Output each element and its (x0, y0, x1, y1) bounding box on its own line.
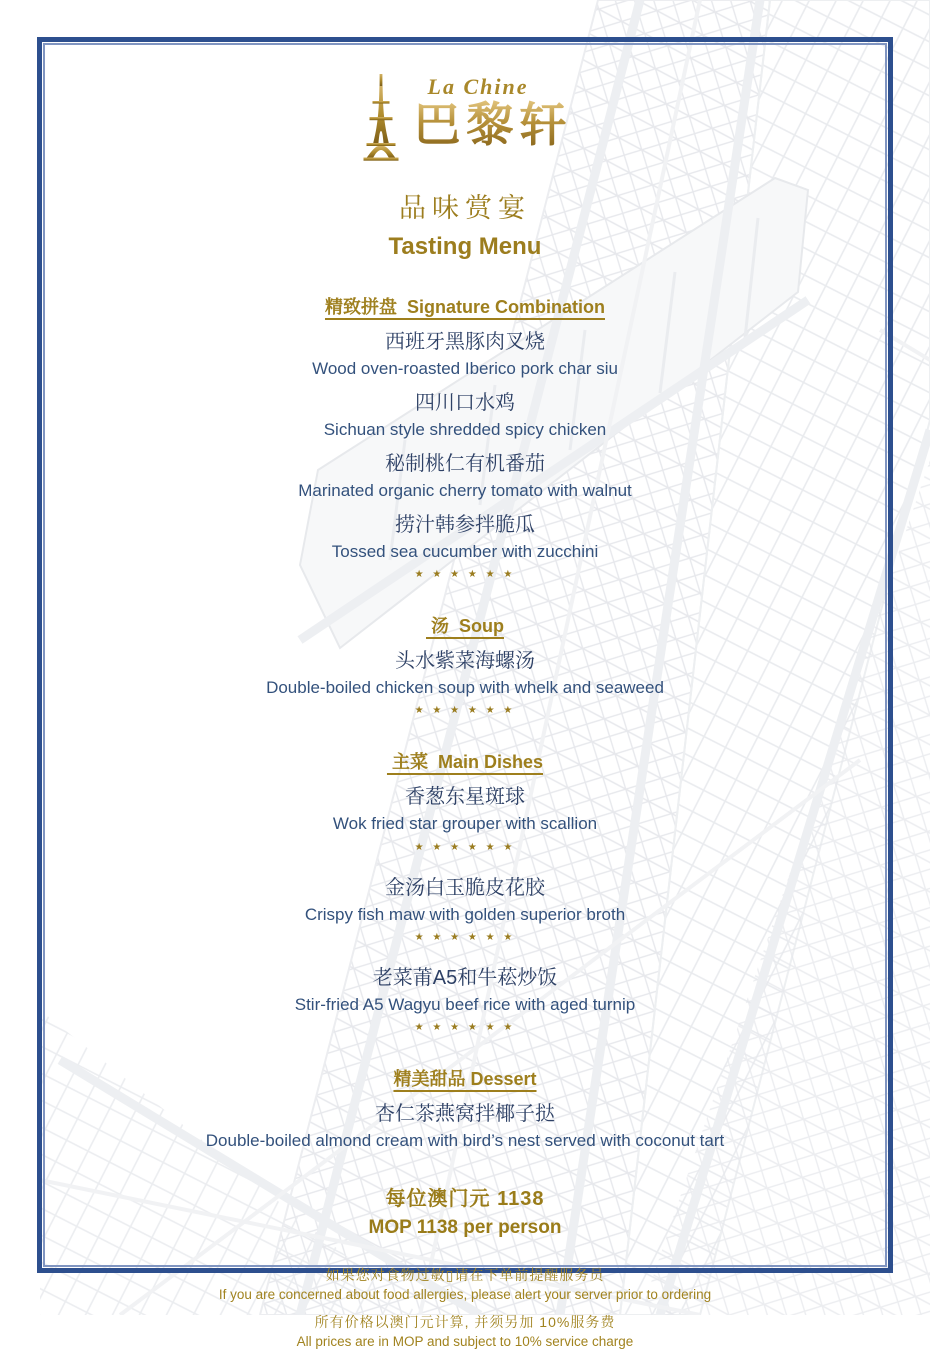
section-heading: 主菜 Main Dishes (386, 752, 544, 773)
price-english: MOP 1138 per person (368, 1216, 562, 1238)
stars-separator: ★ ★ ★ ★ ★ ★ (414, 841, 516, 853)
dish-name-en: Marinated organic cherry tomato with walnut (298, 481, 632, 501)
section-heading: 精致拼盘 Signature Combination (324, 297, 605, 317)
price-block (60, 1182, 870, 1239)
dish (60, 784, 870, 835)
dish-name-en: Wok fried star grouper with scallion (332, 814, 598, 834)
dish-name-en: Double-boiled chicken soup with whelk and seaweed (266, 678, 664, 698)
allergy-note-zh: 如果您对食物过敏▯请在下单前提醒服务员 (325, 1266, 605, 1283)
section-heading: 精美甜品 Dessert (393, 1068, 537, 1089)
dish-name-zh: 头水紫菜海螺汤 (395, 650, 535, 673)
dish (60, 512, 870, 563)
dish-name-en: Crispy fish maw with golden superior broth (304, 904, 626, 924)
dish (60, 875, 870, 926)
dish-name-zh: 香葱东星斑球 (405, 786, 525, 809)
section-signature-combination (60, 293, 870, 580)
stars-separator: ★ ★ ★ ★ ★ ★ (414, 1021, 516, 1033)
footer-notes (60, 1265, 870, 1349)
stars-separator: ★ ★ ★ ★ ★ ★ (414, 705, 516, 717)
stars-separator: ★ ★ ★ ★ ★ ★ (414, 569, 516, 581)
dish (60, 451, 870, 502)
dish-name-zh: 金汤白玉脆皮花胶 (385, 876, 545, 899)
eiffel-tower-icon (358, 74, 404, 162)
price-chinese: 每位澳门元 1138 (385, 1187, 545, 1210)
dish-name-en: Tossed sea cucumber with zucchini (331, 542, 599, 562)
dish (60, 648, 870, 699)
dish-name-en: Wood oven-roasted Iberico pork char siu (312, 359, 618, 378)
dish-name-zh: 杏仁茶燕窝拌椰子挞 (375, 1102, 555, 1125)
section-main-dishes (60, 748, 870, 1032)
dish-name-zh: 捞汁韩参拌脆瓜 (395, 514, 535, 537)
dish-name-en: Stir-fried A5 Wagyu beef rice with aged turnip (294, 994, 636, 1014)
dish-name-zh: 老菜莆A5和牛菘炒饭 (372, 966, 558, 989)
brand-name-english: La Chine (427, 74, 529, 99)
menu-title-english: Tasting Menu (388, 233, 542, 260)
dish (60, 329, 870, 380)
dish (60, 1101, 870, 1152)
section-heading: 汤 Soup (426, 616, 504, 637)
dish-name-en: Sichuan style shredded spicy chicken (323, 420, 607, 440)
section-dessert (60, 1065, 870, 1152)
stars-separator: ★ ★ ★ ★ ★ ★ (414, 931, 516, 943)
dish-name-zh: 四川口水鸡 (415, 392, 515, 415)
service-charge-note-zh: 所有价格以澳门元计算, 并须另加 10%服务费 (314, 1313, 616, 1330)
allergy-note-en: If you are concerned about food allergies, please alert your server prior to ordering (218, 1286, 712, 1302)
dish-name-zh: 西班牙黑豚肉叉烧 (385, 331, 545, 353)
dish-name-en: Double-boiled almond cream with bird’s nest served with coconut tart (205, 1130, 725, 1150)
brand-name-chinese: 巴黎轩 (413, 98, 573, 151)
service-charge-note-en: All prices are in MOP and subject to 10% service charge (296, 1333, 634, 1349)
section-soup (60, 612, 870, 716)
dish (60, 390, 870, 441)
dish-name-zh: 秘制桃仁有机番茄 (385, 453, 545, 476)
menu-title-chinese: 品味赏宴 (399, 193, 531, 223)
brand-logo (60, 74, 870, 166)
brand-logo-text (414, 74, 573, 149)
dish (60, 965, 870, 1016)
